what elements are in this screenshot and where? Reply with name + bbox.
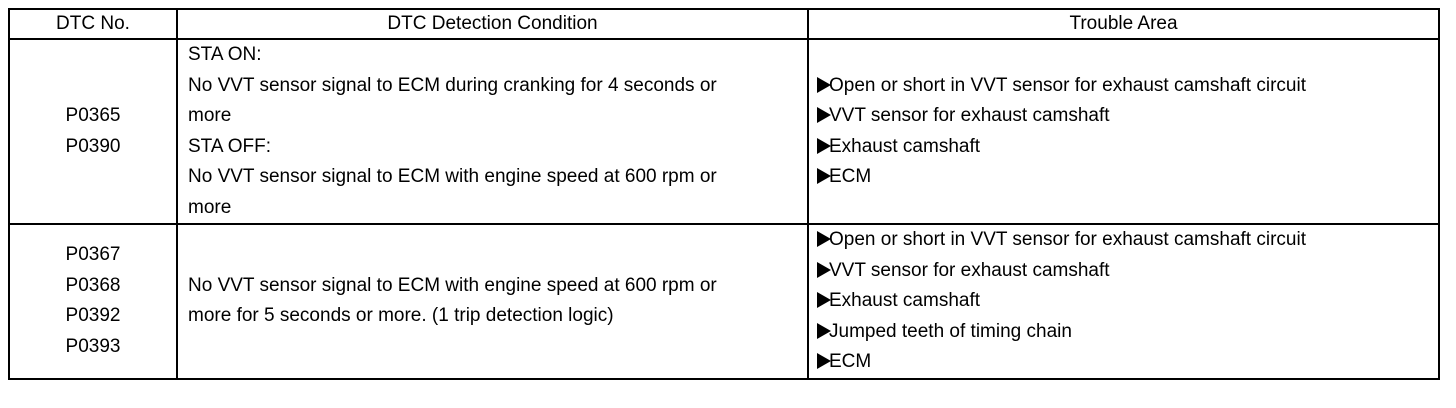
dtc-code: P0367 xyxy=(65,244,121,266)
trouble-area-text: ECM xyxy=(829,166,872,187)
trouble-area-text: Exhaust camshaft xyxy=(829,135,981,157)
trouble-area-item xyxy=(817,256,1438,287)
trouble-area-item xyxy=(817,286,1438,317)
dtc-code: P0368 xyxy=(65,274,121,296)
trouble-area-item xyxy=(817,162,1438,193)
condition-line: STA ON: xyxy=(188,44,262,65)
trouble-area-text: Exhaust camshaft xyxy=(829,290,981,311)
condition-line: more for 5 seconds or more. (1 trip detection logic) xyxy=(188,305,614,327)
trouble-area-cell xyxy=(808,224,1439,379)
detection-condition-cell xyxy=(177,39,808,224)
dtc-codes-cell xyxy=(9,39,177,224)
dtc-table xyxy=(8,8,1440,380)
trouble-area-item xyxy=(817,101,1438,132)
condition-line: more xyxy=(188,105,232,126)
table-row xyxy=(9,39,1439,224)
detection-condition-cell xyxy=(177,224,808,379)
trouble-area-text: ECM xyxy=(829,351,872,372)
condition-line: No VVT sensor signal to ECM with engine speed at 600 rpm or xyxy=(188,274,717,296)
trouble-area-item xyxy=(817,225,1438,256)
dtc-code: P0393 xyxy=(65,335,121,357)
trouble-area-item xyxy=(817,71,1438,102)
trouble-area-cell xyxy=(808,39,1439,224)
condition-line: more xyxy=(188,196,232,218)
header-row xyxy=(9,9,1439,39)
trouble-area-text: Open or short in VVT sensor for exhaust camshaft circuit xyxy=(829,74,1306,96)
trouble-area-text: VVT sensor for exhaust camshaft xyxy=(829,259,1110,281)
trouble-area-text: Open or short in VVT sensor for exhaust camshaft circuit xyxy=(829,229,1306,250)
dtc-code: P0390 xyxy=(65,135,121,157)
dtc-code: P0365 xyxy=(65,105,121,126)
trouble-area-item xyxy=(817,317,1438,348)
dtc-codes-cell xyxy=(9,224,177,379)
trouble-area-item xyxy=(817,347,1438,378)
trouble-area-text: VVT sensor for exhaust camshaft xyxy=(829,105,1110,126)
trouble-area-text: Jumped teeth of timing chain xyxy=(829,320,1072,342)
dtc-code: P0392 xyxy=(65,305,121,327)
header-dtc-no: DTC No. xyxy=(9,9,177,39)
condition-line: No VVT sensor signal to ECM during cranking for 4 seconds or xyxy=(188,74,717,96)
header-detection-condition: DTC Detection Condition xyxy=(177,9,808,39)
header-trouble-area: Trouble Area xyxy=(808,9,1439,39)
table-row xyxy=(9,224,1439,379)
condition-line: STA OFF: xyxy=(188,135,272,157)
condition-line: No VVT sensor signal to ECM with engine speed at 600 rpm or xyxy=(188,166,717,187)
trouble-area-item xyxy=(817,132,1438,163)
